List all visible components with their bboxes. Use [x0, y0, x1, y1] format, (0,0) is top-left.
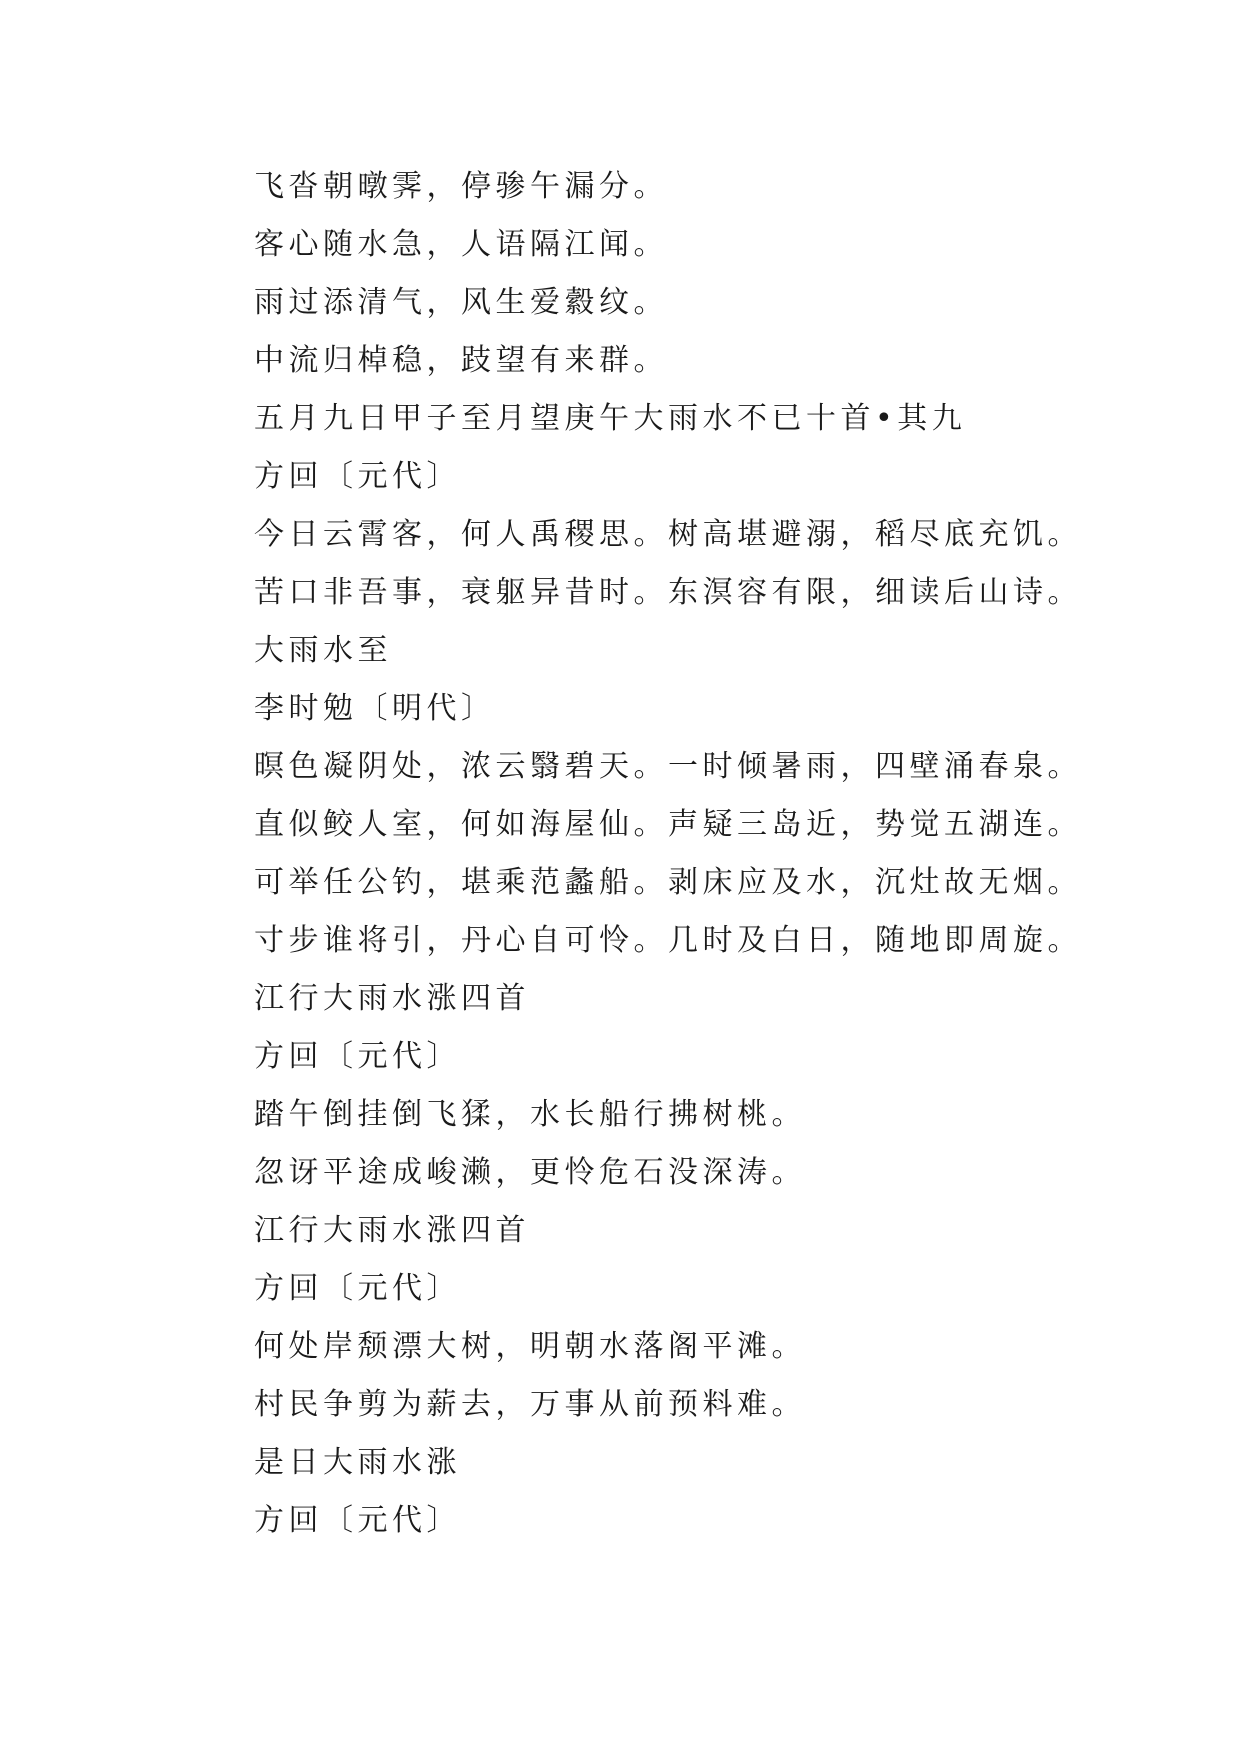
poem-author: 方回〔元代〕	[254, 1039, 461, 1074]
poem-line: 今日云霄客，何人禹稷思。树高堪避溺，稻尽底充饥。	[254, 517, 1082, 552]
poem-line: 村民争剪为薪去，万事从前预料难。	[254, 1387, 806, 1422]
poem-line: 直似鲛人室，何如海屋仙。声疑三岛近，势觉五湖连。	[254, 807, 1082, 842]
poem-line: 寸步谁将引，丹心自可怜。几时及白日，随地即周旋。	[254, 923, 1082, 958]
poem-line: 忽讶平途成峻濑，更怜危石没深涛。	[254, 1155, 806, 1190]
poem-line: 何处岸颓漂大树，明朝水落阁平滩。	[254, 1329, 806, 1364]
poem-line: 飞沓朝暾霁，停骖午漏分。	[254, 169, 668, 204]
poem-title: 江行大雨水涨四首	[254, 1213, 530, 1248]
poem-line: 苦口非吾事，衰躯异昔时。东溟容有限，细读后山诗。	[254, 575, 1082, 610]
poem-title: 五月九日甲子至月望庚午大雨水不已十首•其九	[254, 401, 967, 436]
poem-line: 暝色凝阴处，浓云翳碧天。一时倾暑雨，四壁涌春泉。	[254, 749, 1082, 784]
poem-author: 方回〔元代〕	[254, 459, 461, 494]
poem-title: 是日大雨水涨	[254, 1445, 461, 1480]
poem-line: 踏午倒挂倒飞猱，水长船行拂树桃。	[254, 1097, 806, 1132]
poem-title: 江行大雨水涨四首	[254, 981, 530, 1016]
poem-title: 大雨水至	[254, 633, 392, 668]
poem-author: 李时勉〔明代〕	[254, 691, 496, 726]
poem-line: 可举任公钓，堪乘范蠡船。剥床应及水，沉灶故无烟。	[254, 865, 1082, 900]
poem-line: 中流归棹稳，跂望有来群。	[254, 343, 668, 378]
poem-line: 客心随水急，人语隔江闻。	[254, 227, 668, 262]
poem-author: 方回〔元代〕	[254, 1271, 461, 1306]
poem-author: 方回〔元代〕	[254, 1503, 461, 1538]
poem-text-block	[254, 158, 1154, 1550]
poem-line: 雨过添清气，风生爱縠纹。	[254, 285, 668, 320]
